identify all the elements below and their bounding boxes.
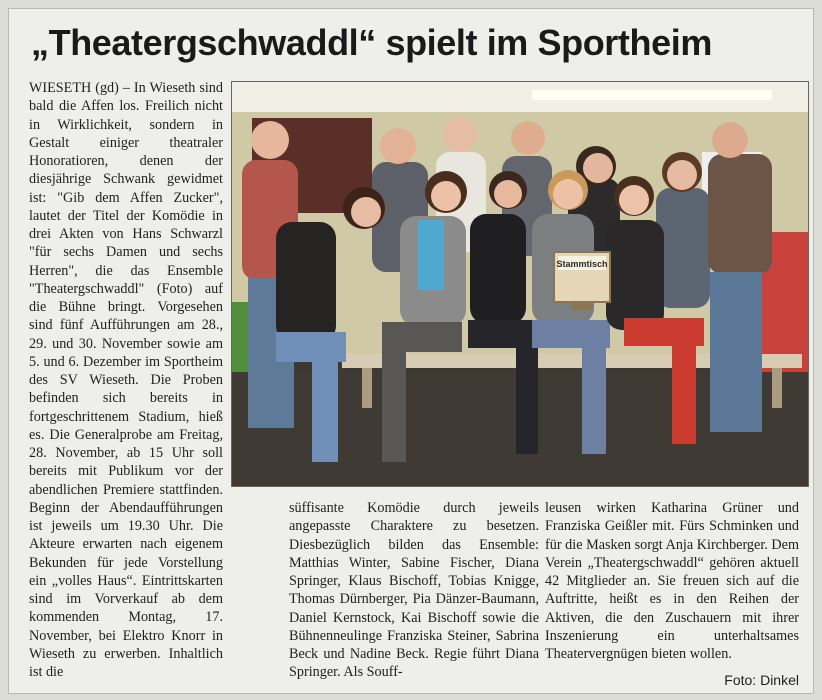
stammtisch-sign bbox=[554, 252, 610, 310]
column-1-text bbox=[29, 79, 223, 681]
column-1-body: In Wieseth sind bald die Affen los. Freilich nicht in Wirklichkeit, sondern in Gestalt einiger theatraler Honoratioren, denen der diesjährige Schwank gewidmet ist: "Gib dem Affen Zucker", lautet der Titel der Komödie in drei Akten von Hans Schwarzl "für sechs Damen und sechs Herren", die das Ensemble "Theatergschwaddl" (Foto) auf die Bühne bringt. Vorgesehen sind fünf Aufführungen am 28., 29. und 30. November sowie am 5. und 6. Dezember im Sportheim des SV Wieseth. Die Proben befinden sich bereits in fortgeschrittenem Stadium, hieß es. Die Generalprobe am Freitag, 28. November, ab 15 Uhr soll bereits mit Publikum vor der abendlichen Premiere stattfinden. Beginn der Abendaufführungen ist jeweils um 19.30 Uhr. Die Akteure erwarten nach eigenem Bekunden für jede Vorstellung ein „volles Haus“. Eintrittskarten sind im Vorverkauf ab dem kommenden Montag, 17. November, bei Elektro Knorr in Wieseth zu erwerben. Inhaltlich ist die bbox=[29, 80, 223, 680]
article-column-2 bbox=[289, 499, 539, 689]
photo-credit: Foto: Dinkel bbox=[724, 671, 799, 688]
article-column-3 bbox=[545, 499, 799, 689]
bench-leg bbox=[362, 368, 372, 408]
ensemble-photo bbox=[231, 81, 809, 487]
sign-label: Stammtisch bbox=[556, 259, 608, 269]
bench-leg bbox=[772, 368, 782, 408]
headline: „Theatergschwaddl“ spielt im Sportheim bbox=[31, 22, 712, 63]
article-column-1 bbox=[29, 79, 223, 687]
column-2-body: süffisante Komödie durch jeweils angepasste Charaktere zu besetzen. Diesbezüglich bilden das Ensemble: Matthias Winter, Sabine Fischer, Diana Springer, Klaus Bischoff, Tobias Knigge, Thomas Dürnberger, Pia Dänzer-Baumann, Daniel Kernstock, Kai Bischoff sowie die Bühnenneulinge Franziska Steiner, Sabrina Beck und Nadine Beck. Regie führt Diana Springer. Als Souff- bbox=[289, 500, 539, 681]
dateline: WIESETH (gd) – bbox=[29, 80, 130, 96]
ceiling-light bbox=[532, 90, 772, 100]
photo-illustration bbox=[232, 82, 808, 486]
newspaper-clipping bbox=[8, 8, 814, 694]
column-3-body: leusen wirken Katharina Grüner und Franziska Geißler mit. Fürs Schminken und für die Masken sorgt Anja Kirchberger. Dem Verein „Theatergschwaddl“ gehören aktuell 42 Mitglieder an. Sie freuen sich auf die Auftritte, heißt es in den Reihen der Aktiven, die den Zuschauern mit ihrer Inszenierung ein unterhaltsames Theatervergnügen bieten wollen. bbox=[545, 500, 799, 662]
